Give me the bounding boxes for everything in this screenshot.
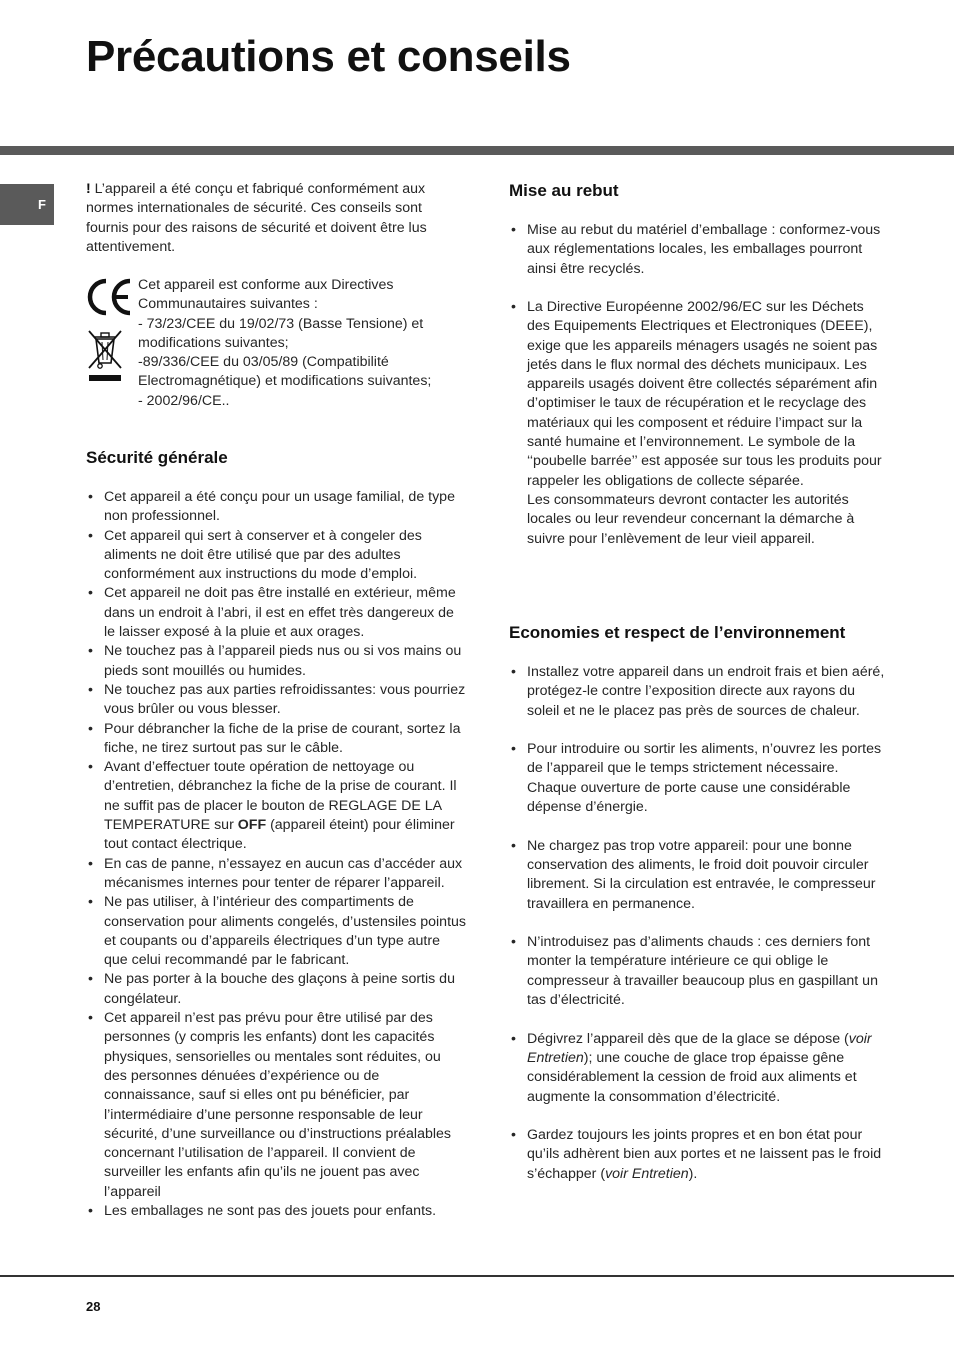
footer-rule <box>0 1275 954 1277</box>
item-text: La Directive Européenne 2002/96/EC sur les Déchets des Equipements Electriques et Electroniques (DEEE), exige que les appareils ménagers usagés ne soient pas jetés dans le flux normal des déchets municipaux. Les appareils usagés doivent être collectés séparément afin d’optimiser le taux de récupération et le recyclage des matériaux qui les composent et réduire l’impact sur la santé humaine et l’environnement. Le symbole de la ‘‘poubelle barrée’’ est apposée sur tous les produits pour rappeler les obligations de collecte séparée. <box>527 299 882 489</box>
item-text: Dégivrez l’appareil dès que de la glace se dépose ( <box>527 1030 849 1047</box>
list-item: • Cet appareil a été conçu pour un usage familial, de type non professionnel. <box>86 488 466 527</box>
list-item: • Ne touchez pas à l’appareil pieds nus ou si vos mains ou pieds sont mouillés ou humides. <box>86 642 466 681</box>
list-item: • Cet appareil ne doit pas être installé en extérieur, même dans un endroit à l’abri, il est en effet très dangereux de le laisser exposé à la pluie et aux orages. <box>86 584 466 642</box>
list-item <box>509 1030 889 1107</box>
list-item: • Ne touchez pas aux parties refroidissantes: vous pourriez vous brûler ou vous blesser. <box>86 681 466 720</box>
list-item: • Ne pas porter à la bouche des glaçons à peine sortis du congélateur. <box>86 970 466 1009</box>
cross-reference: voir Entretien <box>605 1165 689 1182</box>
directive-line: Electromagnétique) et modifications suivantes; <box>138 373 432 390</box>
directive-line: -89/336/CEE du 03/05/89 (Compatibilité <box>138 354 389 371</box>
item-text: Gardez toujours les joints propres et en bon état pour qu’ils adhèrent bien aux portes et ne laissent pas le froid s’échapper ( <box>527 1127 882 1182</box>
ce-mark-icon <box>86 278 134 316</box>
disposal-heading: Mise au rebut <box>509 181 619 200</box>
list-item: • Pour introduire ou sortir les aliments, n’ouvrez les portes de l’appareil que le temps strictement nécessaire. Chaque ouverture de porte cause une considérable dépense d’énergie. <box>509 740 889 817</box>
page-title: Précautions et conseils <box>86 32 571 81</box>
cross-reference: voir Entretien <box>527 1030 872 1066</box>
item-text: Les consommateurs devront contacter les autorités locales ou leur revendeur concernant la démarche à suivre pour l’enlèvement de leur vieil appareil. <box>527 491 855 547</box>
page-number: 28 <box>86 1299 101 1314</box>
item-text: Avant d’effectuer toute opération de nettoyage ou d’entretien, débranchez la fiche de la prise de courant. Il ne suffit pas de placer le bouton de REGLAGE DE LA TEMPERATURE sur <box>104 759 457 834</box>
directive-line: modifications suivantes; <box>138 334 289 351</box>
disposal-list-2 <box>509 298 889 549</box>
intro-text: L’appareil a été conçu et fabriqué conformément aux normes internationales de sécurité. Ces conseils sont fournis pour des raisons de sécurité et doivent être lus attentivement. <box>86 181 427 255</box>
list-item: • Ne pas utiliser, à l’intérieur des compartiments de conservation pour aliments congelés, d’ustensiles pointus et coupants ou d’appareils électriques d’un type autre que celui recommandé par le fabricant. <box>86 893 466 970</box>
intro-paragraph <box>86 180 466 257</box>
off-label: OFF <box>237 817 267 834</box>
disposal-list-1 <box>509 221 889 279</box>
list-item <box>86 758 466 854</box>
directive-line: Cet appareil est conforme aux Directives <box>138 277 394 293</box>
list-item: • Les emballages ne sont pas des jouets pour enfants. <box>86 1202 466 1221</box>
list-item: • En cas de panne, n’essayez en aucun cas d’accéder aux mécanismes internes pour tenter de réparer l’appareil. <box>86 855 466 894</box>
list-item: • Cet appareil qui sert à conserver et à congeler des aliments ne doit être utilisé que par des adultes conformément aux instructions du mode d’emploi. <box>86 527 466 585</box>
list-item: • Pour débrancher la fiche de la prise de courant, sortez la fiche, ne tirez surtout pas sur le câble. <box>86 720 466 759</box>
list-item: • N’introduisez pas d’aliments chauds : ces derniers font monter la température intérieure ce qui oblige le compresseur à travailler beaucoup plus en gaspillant un tas d’électricité. <box>509 933 889 1010</box>
directive-line: - 2002/96/CE.. <box>138 392 230 409</box>
item-text: (appareil éteint) pour éliminer tout contact électrique. <box>104 817 455 853</box>
item-text: ). <box>688 1165 698 1182</box>
directive-line: Communautaires suivantes : <box>138 296 318 313</box>
list-item: • Mise au rebut du matériel d’emballage : conformez-vous aux réglementations locales, les emballages pourront ainsi être recyclés. <box>509 221 889 279</box>
list-item: • Ne chargez pas trop votre appareil: pour une bonne conservation des aliments, le froid doit pouvoir circuler librement. Si la circulation est entravée, le compresseur travaillera en permanence. <box>509 837 889 914</box>
list-item: • Cet appareil n’est pas prévu pour être utilisé par des personnes (y compris les enfants) dont les capacités physiques, sensorielles ou mentales sont réduites, ou des personnes dénuées d’expérience ou de connaissance, sauf si elles ont pu bénéficier, par l’intermédiaire d’une personne responsable de leur sécurité, d’une surveillance ou d’instructions préalables concernant l’utilisation de l’appareil. Il convient de surveiller les enfants afin qu’ils ne jouent pas avec l’appareil <box>86 1009 466 1202</box>
security-heading: Sécurité générale <box>86 448 228 467</box>
list-item <box>509 298 889 549</box>
security-list <box>86 488 466 1221</box>
header-bar <box>0 146 954 155</box>
item-text: ); une couche de glace trop épaisse gêne considérablement la cession de froid aux aliments et augmente la consommation d’électricité. <box>527 1049 857 1105</box>
eco-heading: Economies et respect de l’environnement <box>509 623 846 642</box>
directive-line: - 73/23/CEE du 19/02/73 (Basse Tensione) et <box>138 315 424 332</box>
list-item <box>509 1126 889 1184</box>
eco-list <box>509 663 889 1184</box>
directives-text <box>138 276 468 411</box>
list-item: • Installez votre appareil dans un endroit frais et bien aéré, protégez-le contre l’exposition directe aux rayons du soleil et ne le placez pas près de sources de chaleur. <box>509 663 889 721</box>
language-tab: F <box>0 184 54 225</box>
warning-mark: ! <box>86 181 91 197</box>
crossed-bin-icon <box>86 328 124 384</box>
